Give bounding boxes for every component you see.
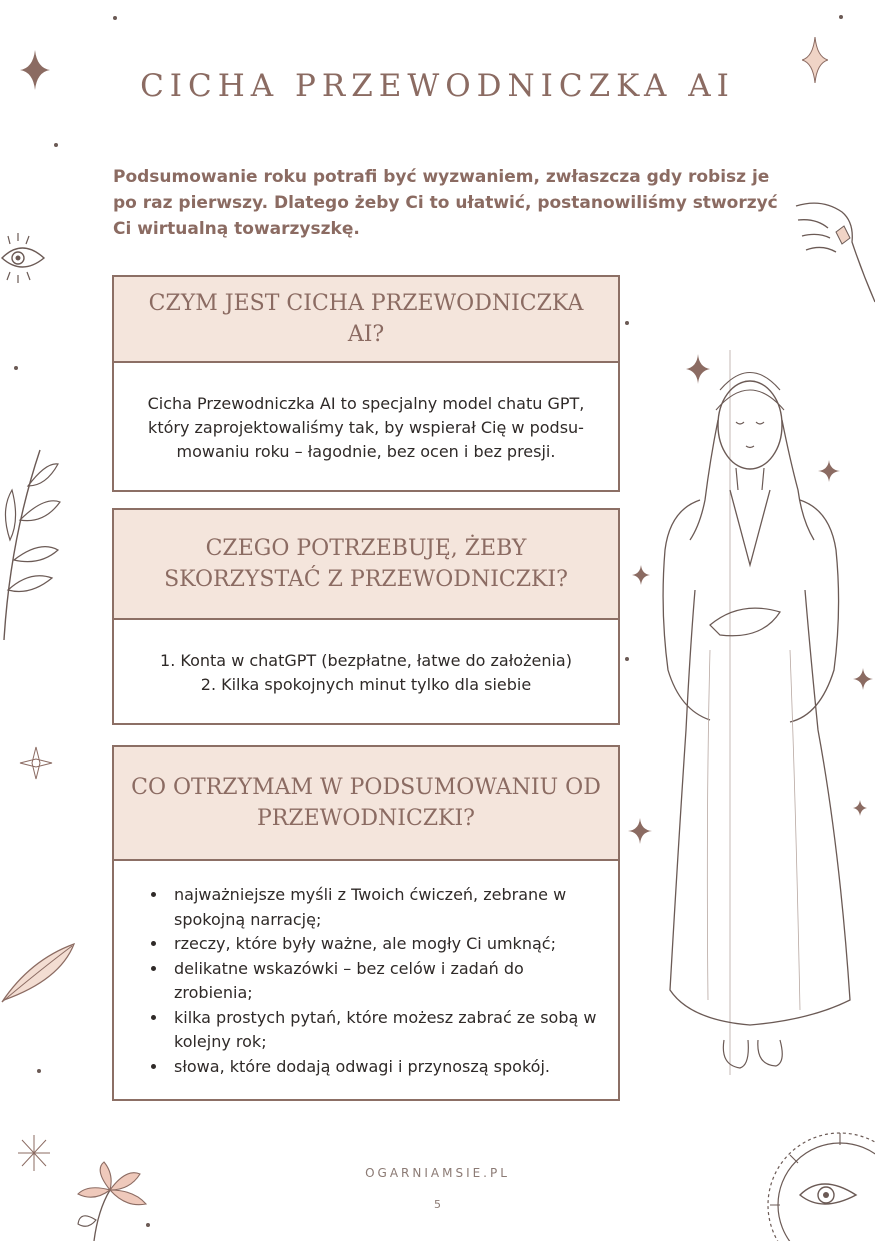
feather-illustration [0,940,76,1006]
section-body [114,620,618,725]
section-requirements [112,508,620,725]
benefits-list [134,883,598,1079]
requirement-item: 2. Kilka spokojnych minut tylko dla siebie [200,674,532,694]
dot-icon [13,365,19,371]
section-heading: CZYM JEST CICHA PRZEWODNICZKA AI? [114,277,618,363]
dot-icon [112,15,118,21]
page-title: CICHA PRZEWODNICZKA AI [140,68,735,104]
list-item: • kilka prostych pytań, które możesz zabrać ze sobą w kolejny rok; [168,1006,598,1055]
sparkle-icon [628,818,652,844]
dot-icon [36,1068,42,1074]
sparkle-outline-icon [18,745,54,781]
dot-icon [624,320,630,326]
hand-illustration [792,192,875,332]
list-item: • rzeczy, które były ważne, ale mogły Ci umknąć; [168,932,598,957]
section-what-is [112,275,620,492]
page-number: 5 [434,1198,441,1211]
requirement-item: 1. Konta w chatGPT (bezpłatne, łatwe do założenia) [160,650,572,670]
dot-icon [53,142,59,148]
footer-website: OGARNIAMSIE.PL [365,1166,510,1180]
woman-illustration [650,350,875,1080]
list-item: • najważniejsze myśli z Twoich ćwiczeń, zebrane w spokojną narrację; [168,883,598,932]
sparkle-icon [632,565,650,585]
section-heading: CZEGO POTRZEBUJĘ, ŻEBY SKORZYSTAĆ Z PRZEWODNICZKI? [114,510,618,620]
section-body-text: Cicha Przewodniczka AI to specjalny model chatu GPT, który zaprojektowaliśmy tak, by wspierał Cię w podsumowaniu roku – łagodnie, bez ocen i bez presji. [147,393,585,461]
section-heading: CO OTRZYMAM W PODSUMOWANIU OD PRZEWODNICZKI? [114,747,618,861]
section-body [114,363,618,492]
eye-icon [0,232,46,284]
intro-paragraph: Podsumowanie roku potrafi być wyzwaniem, zwłaszcza gdy robisz je po raz pierwszy. Dlatego żeby Ci to ułatwić, postanowiliśmy stworzyć Ci wirtualną towarzyszkę. [113,167,778,239]
dot-icon [838,14,844,20]
dot-icon [624,656,630,662]
sun-eye-icon [760,1125,875,1241]
list-item: • słowa, które dodają odwagi i przynoszą spokój. [168,1055,598,1080]
section-what-i-get [112,745,620,1101]
list-item: • delikatne wskazówki – bez celów i zadań do zrobienia; [168,957,598,1006]
section-body [114,861,618,1101]
leaf-branch-illustration [0,440,62,640]
